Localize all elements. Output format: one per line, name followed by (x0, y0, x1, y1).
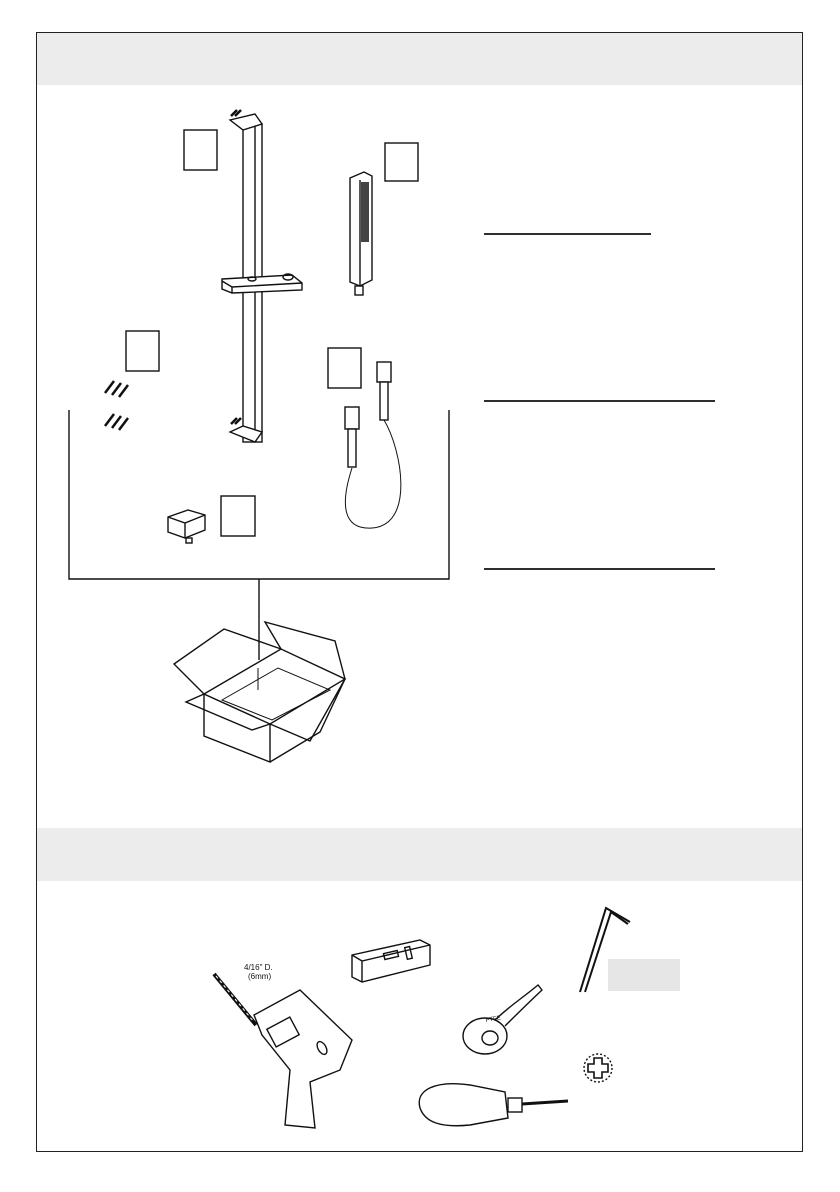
part-label-box-screws (126, 331, 159, 371)
handshower-icon (350, 172, 372, 295)
wall-outlet-icon (168, 510, 205, 543)
part-label-box-slide-rail (184, 130, 217, 170)
hex-key-size-box (608, 959, 680, 991)
drill-bit-metric: (6mm) (248, 972, 272, 981)
drill-bit-diameter: 4/16" D. (244, 963, 273, 972)
drill-icon (214, 974, 352, 1128)
part-label-box-hose (328, 348, 361, 388)
screwdriver-icon (419, 1054, 612, 1126)
slide-rail-icon (222, 110, 302, 442)
ptfe-tape-icon (463, 985, 542, 1054)
part-label-box-wall-outlet (221, 496, 255, 536)
shower-hose-icon (345, 362, 401, 528)
spirit-level-icon (352, 940, 430, 982)
screws-icon (105, 381, 128, 430)
part-label-box-handshower (385, 143, 418, 181)
drill-bit-size-label (244, 963, 273, 981)
ptfe-label: PTFE (485, 1015, 502, 1024)
